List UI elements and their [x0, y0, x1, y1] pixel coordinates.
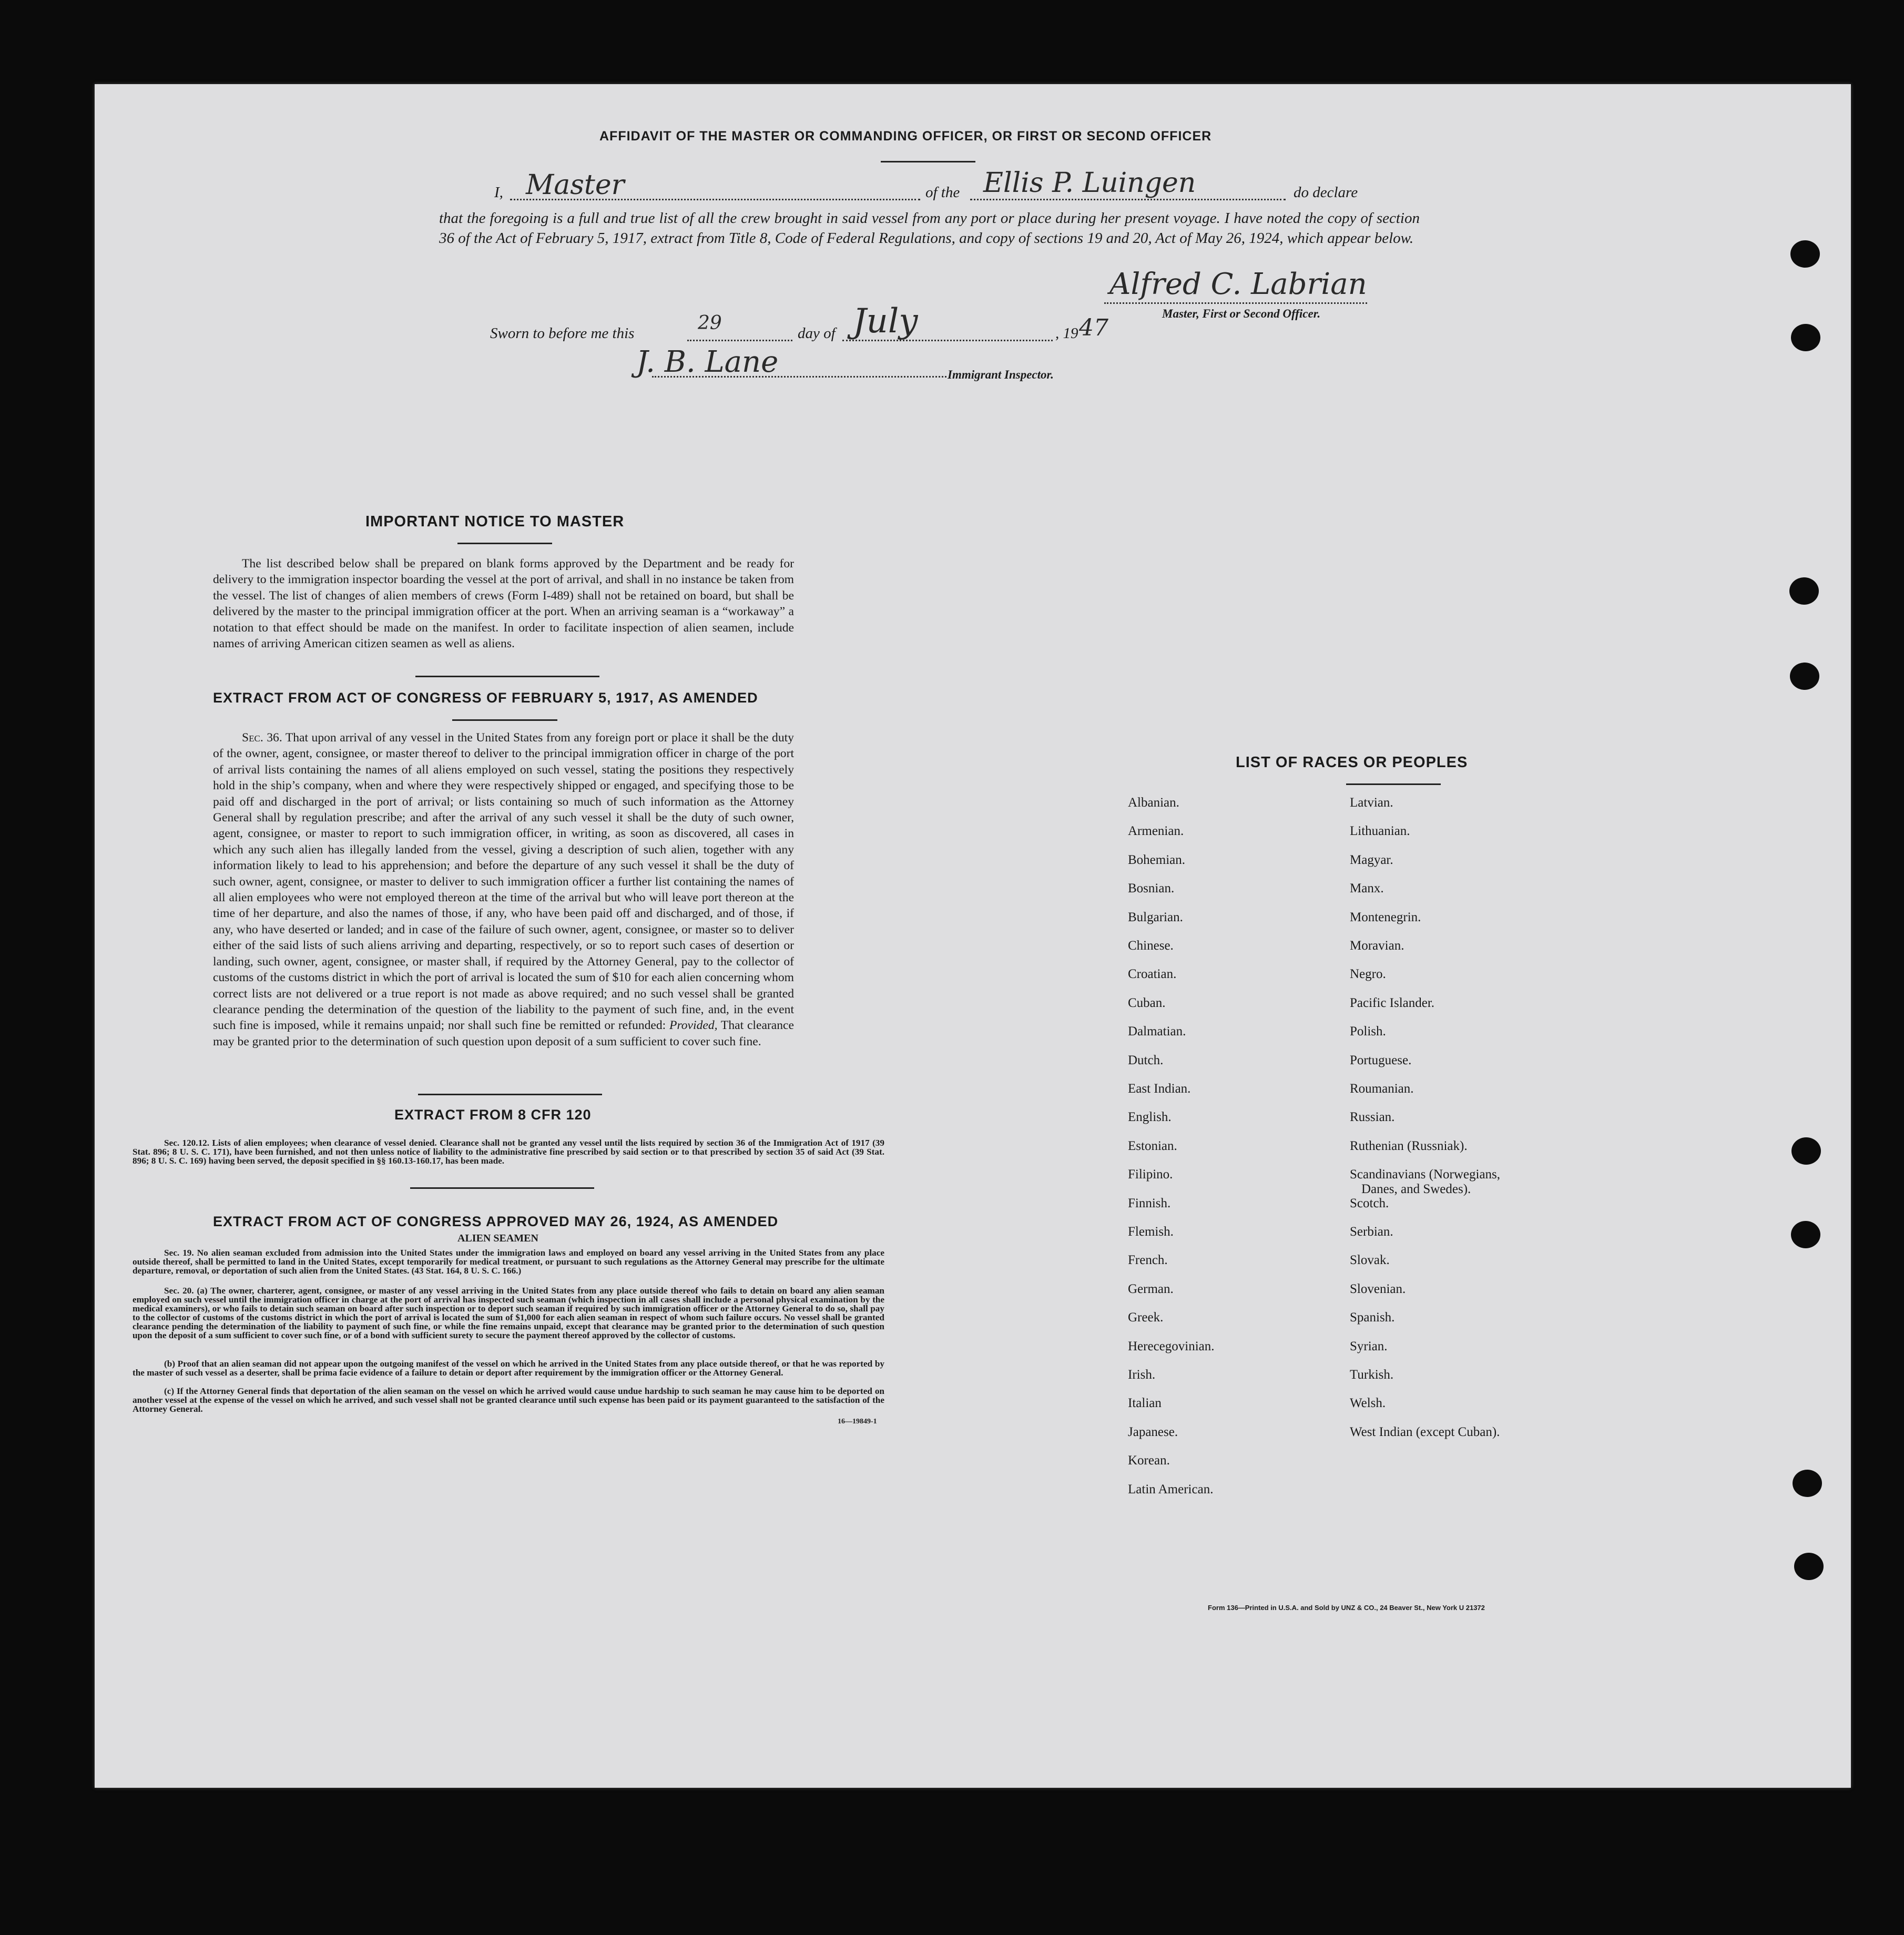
inspector-blank — [652, 376, 946, 378]
race-item: Filipino. — [1128, 1167, 1173, 1182]
affidavit-body: that the foregoing is a full and true list of all the crew brought in said vessel from any port or place during her present voyage. I have noted the copy of section 36 of the Act of February 5, 1917, extract from Title 8, Code of Federal Regulations, and copy of sections 19 and 20, Act of May 26, 1924, which appear below. — [439, 210, 1420, 247]
race-item: Serbian. — [1350, 1225, 1393, 1239]
race-item: Manx. — [1350, 881, 1384, 896]
races-left-column — [1128, 796, 1338, 1605]
sec-20c-text: (c) If the Attorney General finds that deportation of the alien seaman on the vessel on which he arrived would cause undue hardship to such seaman he may cause him to be deported on another vessel at the expense of the vessel on which he arrived, and such vessel shall not be granted clearance until such expense has been paid or its payment guaranteed to the satisfaction of the Attorney General. — [133, 1386, 884, 1414]
master-signature: Alfred C. Labrian — [1109, 267, 1367, 301]
races-underline — [1346, 783, 1441, 785]
race-item: Bulgarian. — [1128, 910, 1183, 924]
race-item: Spanish. — [1350, 1310, 1395, 1325]
race-item: Chinese. — [1128, 939, 1174, 953]
notice-body: The list described below shall be prepared on blank forms approved by the Department and be ready for delivery to the immigration inspector boarding the vessel at the port of arrival, and shall in no instance be taken from the vessel. The list of changes of alien members of crews (Form I-489) shall not be retained on board, but shall be delivered by the master to the principal immigration officer at the port. When an arriving seaman is a “workaway” a notation to that effect should be made on the manifest. In order to facilitate inspection of alien seamen, include names of arriving American citizen seamen as well as aliens. — [213, 557, 794, 651]
binder-hole — [1789, 577, 1819, 605]
race-item: Estonian. — [1128, 1138, 1177, 1153]
race-item: Moravian. — [1350, 939, 1404, 953]
race-item: West Indian (except Cuban). — [1350, 1424, 1500, 1439]
race-item: Portuguese. — [1350, 1053, 1412, 1067]
extract-cfr-body: Sec. 120.12. Lists of alien employees; when clearance of vessel denied. Clearance shall not be granted any vessel until the lists required by section 36 of the Immigration Act of 1917 (39 Stat. 896; 8 U. S. C. 171), have been furnished, and not then unless notice of liability to the administrative fine prescribed by said section or to that prescribed by section 35 of said Act (39 Stat. 896; 8 U. S. C. 169) having been served, the deposit specified in §§ 160.13-160.17, has been made. — [133, 1138, 884, 1166]
race-item: Korean. — [1128, 1453, 1170, 1468]
binder-hole — [1791, 324, 1820, 351]
race-item: Pacific Islander. — [1350, 995, 1435, 1010]
race-item: Dutch. — [1128, 1053, 1164, 1067]
inspector-signature: J. B. Lane — [636, 345, 779, 379]
extract-1917-title: EXTRACT FROM ACT OF CONGRESS OF FEBRUARY 5, 1917, AS AMENDED — [213, 690, 758, 706]
sec-20b-text: (b) Proof that an alien seaman did not appear upon the outgoing manifest of the vessel on which he arrived in the United States from any place outside thereof, or that he was reported by the master of such vessel as a deserter, shall be prima facie evidence of a failure to detain or deport after requirement by the immigration officer or the Attorney General. — [133, 1359, 884, 1378]
master-caption: Master, First or Second Officer. — [1162, 307, 1321, 320]
binder-hole — [1791, 1221, 1820, 1248]
handwritten-year: 47 — [1079, 314, 1108, 341]
races-right-column — [1350, 796, 1613, 1605]
affidavit-prefix: I, — [494, 184, 503, 201]
notice-title: IMPORTANT NOTICE TO MASTER — [365, 513, 625, 530]
binder-hole — [1790, 663, 1819, 690]
race-item: Negro. — [1350, 967, 1386, 982]
form-footer: Form 136—Printed in U.S.A. and Sold by UNZ & CO., 24 Beaver St., New York U 21372 — [1208, 1604, 1485, 1612]
extract-1917-body — [213, 730, 794, 1050]
extract-cfr-title: EXTRACT FROM 8 CFR 120 — [394, 1107, 592, 1123]
affidavit-line-1 — [494, 167, 1525, 205]
race-item: French. — [1128, 1253, 1168, 1268]
proviso-label: Provided, — [669, 1019, 718, 1033]
race-item: Latin American. — [1128, 1482, 1214, 1496]
extract-1924-title: EXTRACT FROM ACT OF CONGRESS APPROVED MAY 26, 1924, AS AMENDED — [213, 1214, 779, 1229]
race-item: Herecegovinian. — [1128, 1339, 1215, 1353]
race-item: Roumanian. — [1350, 1082, 1414, 1096]
extract-cfr-divider — [410, 1187, 594, 1189]
handwritten-master: Master — [526, 169, 625, 201]
binder-hole — [1791, 1137, 1821, 1165]
document-page — [95, 84, 1851, 1788]
extract-1917-underline — [452, 719, 557, 721]
race-item: Flemish. — [1128, 1225, 1174, 1239]
race-item: Italian — [1128, 1396, 1162, 1411]
race-item: Albanian. — [1128, 796, 1179, 810]
race-item: Syrian. — [1350, 1339, 1388, 1353]
affidavit-declare: do declare — [1294, 184, 1358, 201]
extract-1917-divider — [418, 1094, 602, 1095]
day-blank — [687, 340, 792, 341]
extract-1924-subtitle: ALIEN SEAMEN — [457, 1233, 538, 1244]
signature-blank — [1104, 302, 1367, 304]
proviso-text: That clearance may be granted prior to the determination of such question upon deposit of a sum sufficient to cover such fine. — [213, 1019, 794, 1048]
races-title: LIST OF RACES OR PEOPLES — [1236, 754, 1468, 771]
binder-hole — [1793, 1470, 1822, 1497]
affidavit-of-the: of the — [925, 184, 960, 201]
race-item: Danes, and Swedes). — [1361, 1182, 1471, 1197]
race-item: East Indian. — [1128, 1082, 1191, 1096]
inspector-caption: Immigrant Inspector. — [948, 368, 1054, 381]
race-item: Dalmatian. — [1128, 1024, 1186, 1039]
race-item: Ruthenian (Russniak). — [1350, 1138, 1468, 1153]
race-item: Turkish. — [1350, 1368, 1394, 1382]
handwritten-day: 29 — [698, 312, 722, 334]
sworn-year-prefix: , 19 — [1055, 325, 1078, 342]
race-item: Magyar. — [1350, 852, 1393, 867]
race-item: Irish. — [1128, 1368, 1156, 1382]
title-underline — [881, 161, 975, 162]
race-item: English. — [1128, 1110, 1172, 1125]
race-item: Welsh. — [1350, 1396, 1386, 1411]
handwritten-vessel: Ellis P. Luingen — [983, 167, 1196, 199]
sec-36-text: That upon arrival of any vessel in the United States from any foreign port or place it shall be the duty of the owner, agent, consignee, or master thereof to deliver to the principal immigration officer in charge of the port of arrival lists containing the names of all aliens employed on such vessel, stating the positions they respectively hold in the ship’s company, when and where they were respectively shipped or engaged, and specifying those to be paid off and discharged in the port of arrival; or lists containing so much of such information as the Attorney General shall by regulation prescribe; and after the arrival of any such vessel it shall be the duty of such owner, agent, consignee, or master to report to such immigration officer, in writing, as soon as discovered, all cases in which any such alien has illegally landed from the vessel, giving a description of such alien, together with any information likely to lead to his apprehension; and before the departure of any such vessel it shall be the duty of such owner, agent, consignee, or master to deliver to such immigration officer a further list containing the names of all alien employees who were not employed thereon at the time of the arrival but who will leave port thereon at the time of her departure, and also the names of those, if any, who have been paid off and discharged, and of those, if any, who have deserted or landed; and in case of the failure of such owner, agent, consignee, or master so to deliver either of the said lists of such aliens arriving and departing, respectively, or so to report such cases of desertion or landing, such owner, agent, consignee, or master shall, if required by the Attorney General, pay to the collector of customs of the customs district in which the port of arrival is located the sum of $10 for each alien concerning whom correct lists are not delivered or a true report is not made as above required; and no such vessel shall be granted clearance pending the determination of the question of the liability to the payment of such fine, and, in the event such fine is imposed, while it remains unpaid; nor shall such fine be remitted or refunded: — [213, 731, 794, 1033]
race-item: Lithuanian. — [1350, 824, 1410, 839]
sworn-day-of: day of — [798, 325, 836, 342]
form-number: 16—19849-1 — [838, 1418, 877, 1425]
sec-36-label: Sec. 36. — [242, 731, 282, 745]
handwritten-month: July — [853, 302, 918, 341]
notice-underline — [457, 543, 552, 544]
notice-divider — [415, 676, 599, 677]
race-item: Bohemian. — [1128, 852, 1186, 867]
binder-hole — [1794, 1553, 1824, 1580]
sec-20a-text: Sec. 20. (a) The owner, charterer, agent, consignee, or master of any vessel arriving in the United States from any place outside thereof who fails to detain on board any alien seaman employed on such vessel until the immigration officer in charge at the port of arrival has inspected such seaman (which inspection in all cases shall include a personal physical examination by the medical examiners), or who fails to detain such seaman on board after such inspection or to deport such seaman if required by such immigration officer or the Attorney General to do so, shall pay to the collector of customs of the customs district in which the port of arrival is located the sum of $1,000 for each alien seaman in respect of whom such failure occurs. No vessel shall be granted clearance pending the determination of the liability to payment of such fine, or while the fine remains unpaid, except that clearance may be granted prior to the determination of such question upon the deposit of a sum sufficient to cover such fine, or of a bond with sufficient surety to secure the payment thereof approved by the collector of customs. — [133, 1286, 884, 1340]
race-item: Scotch. — [1350, 1196, 1389, 1210]
race-item: Japanese. — [1128, 1424, 1178, 1439]
race-item: Armenian. — [1128, 824, 1184, 839]
race-item: Montenegrin. — [1350, 910, 1421, 924]
race-item: Polish. — [1350, 1024, 1386, 1039]
race-item: Slovak. — [1350, 1253, 1390, 1268]
race-item: Slovenian. — [1350, 1281, 1406, 1296]
race-item: Cuban. — [1128, 995, 1166, 1010]
affidavit-title: AFFIDAVIT OF THE MASTER OR COMMANDING OFFICER, OR FIRST OR SECOND OFFICER — [599, 129, 1212, 144]
vessel-blank — [970, 199, 1286, 200]
race-item: Greek. — [1128, 1310, 1164, 1325]
binder-hole — [1790, 240, 1820, 268]
race-item: Finnish. — [1128, 1196, 1171, 1210]
race-item: Bosnian. — [1128, 881, 1175, 896]
sworn-prefix: Sworn to before me this — [490, 325, 635, 342]
sec-19-text: Sec. 19. No alien seaman excluded from admission into the United States under the immigration laws and employed on board any vessel arriving in the United States from any place outside thereof, shall be permitted to land in the United States, except temporarily for medical treatment, or pursuant to such regulations as the Attorney General may prescribe for the ultimate departure, removal, or deportation of such alien from the United States. (43 Stat. 164, 8 U. S. C. 166.) — [133, 1248, 884, 1276]
race-item: Russian. — [1350, 1110, 1395, 1125]
race-item: Latvian. — [1350, 796, 1393, 810]
race-item: Scandinavians (Norwegians, — [1350, 1167, 1501, 1182]
race-item: Croatian. — [1128, 967, 1177, 982]
race-item: German. — [1128, 1281, 1174, 1296]
